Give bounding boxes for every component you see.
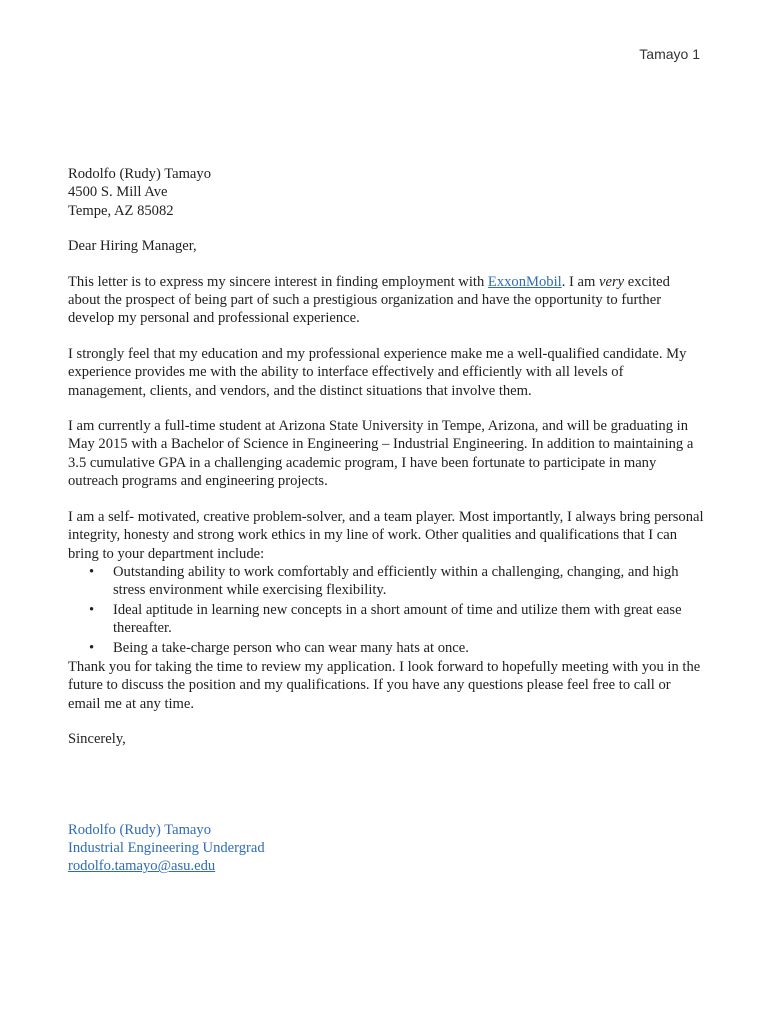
sender-street: 4500 S. Mill Ave — [68, 184, 168, 201]
letter-body — [68, 165, 704, 876]
intro-text-end: excited about the prospect of being part of such a prestigious organization and have the opportunity to further develop my personal and professional experience. — [68, 273, 670, 327]
list-item — [89, 563, 704, 600]
list-item — [89, 639, 704, 657]
sender-city: Tempe, AZ 85082 — [68, 202, 174, 219]
list-item-text: Outstanding ability to work comfortably and efficiently within a challenging, changing, and high stress environment while exercising flexibility. — [113, 563, 679, 599]
intro-text-start: This letter is to express my sincere interest in finding employment with — [68, 273, 488, 290]
qualifications-list — [68, 563, 704, 657]
paragraph-thanks: Thank you for taking the time to review my application. I look forward to hopefully meeting with you in the future to discuss the position and my qualifications. If you have any questions please feel free to call or email me at any time. — [68, 658, 701, 712]
signature-name: Rodolfo (Rudy) Tamayo — [68, 821, 212, 838]
closing: Sincerely, — [68, 731, 126, 748]
intro-emphasis: very — [598, 273, 625, 290]
company-link[interactable]: ExxonMobil — [487, 273, 562, 290]
paragraph-traits: I am a self- motivated, creative problem-solver, and a team player. Most importantly, I always bring personal integrity, honesty and strong work ethics in my line of work. Other qualities and qualifications that I can bring to your department include: — [68, 508, 704, 562]
list-item-text: Ideal aptitude in learning new concepts in a short amount of time and utilize them with great ease thereafter. — [113, 601, 682, 637]
signature-title: Industrial Engineering Undergrad — [68, 839, 265, 856]
paragraph-qualified: I strongly feel that my education and my professional experience make me a well-qualified candidate. My experience provides me with the ability to interface effectively and efficiently with all levels of management, clients, and vendors, and the distinct situations that involve them. — [68, 345, 687, 399]
bullet-icon: • — [89, 639, 95, 656]
bullet-icon: • — [89, 563, 95, 580]
signature-email-link[interactable]: rodolfo.tamayo@asu.edu — [68, 858, 216, 875]
bullet-icon: • — [89, 601, 95, 618]
sender-address — [68, 165, 704, 220]
paragraph-education: I am currently a full-time student at Arizona State University in Tempe, Arizona, and will be graduating in May 2015 with a Bachelor of Science in Engineering – Industrial Engineering. In addition to maintaining a 3.5 cumulative GPA in a challenging academic program, I have been fortunate to participate in many outreach programs and engineering projects. — [68, 418, 694, 490]
signature-block — [68, 821, 704, 876]
sender-name: Rodolfo (Rudy) Tamayo — [68, 166, 212, 182]
paragraph-intro — [68, 273, 704, 328]
list-item-text: Being a take-charge person who can wear many hats at once. — [113, 639, 469, 656]
intro-text-mid: . I am — [561, 273, 599, 290]
salutation: Dear Hiring Manager, — [68, 238, 197, 255]
page-header-label: Tamayo 1 — [639, 46, 700, 62]
list-item — [89, 601, 704, 638]
